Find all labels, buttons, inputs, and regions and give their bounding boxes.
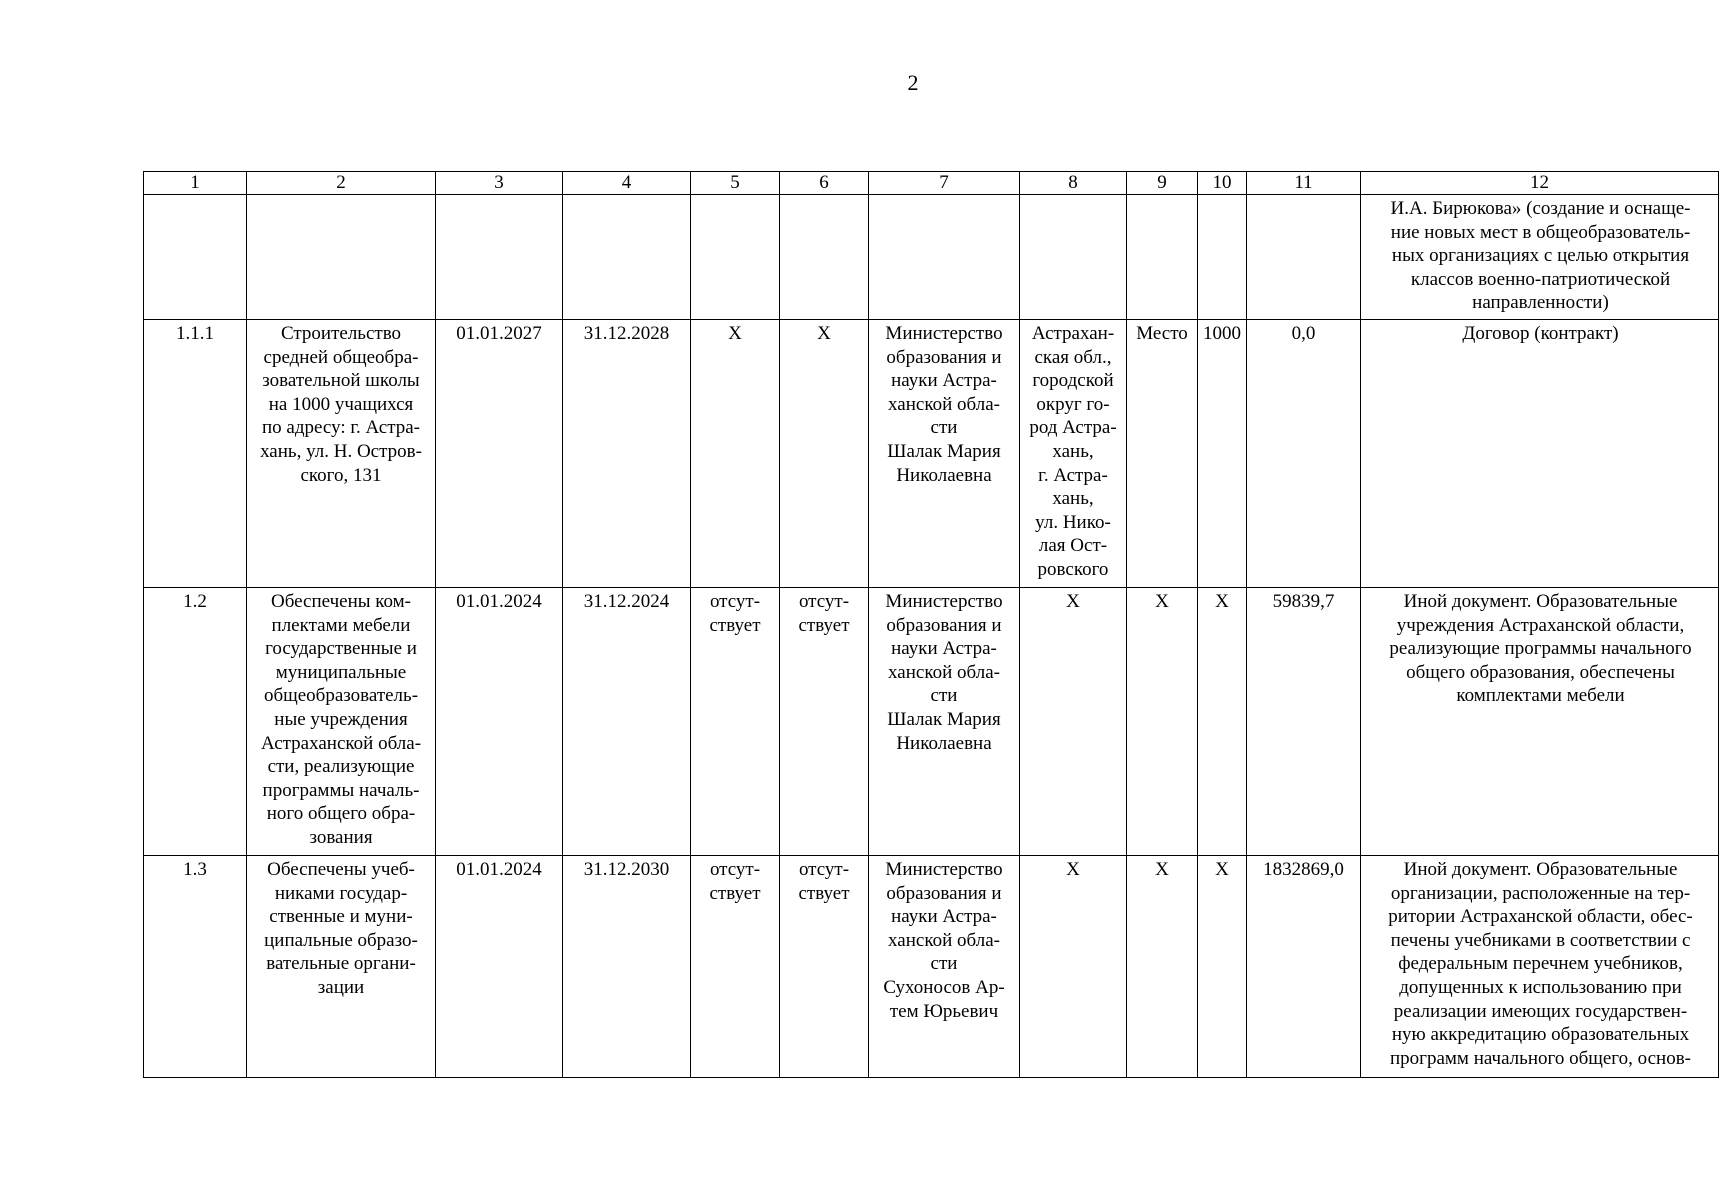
cell-responsible: Министерство образования и науки Астра- ханской обла- сти Шалак Мария Николаевна — [869, 320, 1020, 588]
column-number-header: 8 — [1020, 172, 1127, 195]
cell-amount: 0,0 — [1247, 320, 1361, 588]
table-row — [144, 588, 1719, 856]
cell-number: 1.3 — [144, 856, 247, 1078]
cell-quantity — [1198, 195, 1247, 320]
column-number-header: 1 — [144, 172, 247, 195]
cell-responsible: Министерство образования и науки Астра- ханской обла- сти Сухоносов Ар- тем Юрьевич — [869, 856, 1020, 1078]
cell-name: Строительство средней общеобра- зовательной школы на 1000 учащихся по адресу: г. Астра- хань, ул. Н. Остров- ского, 131 — [247, 320, 436, 588]
cell-number — [144, 195, 247, 320]
cell-col6: X — [780, 320, 869, 588]
column-number-header: 6 — [780, 172, 869, 195]
column-number-header: 4 — [563, 172, 691, 195]
cell-col6: отсут- ствует — [780, 856, 869, 1078]
cell-unit: Место — [1127, 320, 1198, 588]
cell-document: И.А. Бирюкова» (создание и оснаще- ние новых мест в общеобразователь- ных организациях с целью открытия классов военно-патриотической направленности) — [1361, 195, 1719, 320]
cell-col6 — [780, 195, 869, 320]
cell-location: Астрахан- ская обл., городской округ го- род Астра- хань, г. Астра- хань, ул. Нико- лая Ост- ровского — [1020, 320, 1127, 588]
column-number-header: 12 — [1361, 172, 1719, 195]
cell-unit — [1127, 195, 1198, 320]
program-table — [143, 171, 1719, 1078]
column-number-header: 9 — [1127, 172, 1198, 195]
cell-start-date: 01.01.2024 — [436, 588, 563, 856]
cell-end-date: 31.12.2030 — [563, 856, 691, 1078]
table-row — [144, 856, 1719, 1078]
cell-col5 — [691, 195, 780, 320]
column-number-header: 3 — [436, 172, 563, 195]
cell-name: Обеспечены ком- плектами мебели государственные и муниципальные общеобразователь- ные учреждения Астраханской обла- сти, реализующие программы началь- ного общего обра- зования — [247, 588, 436, 856]
cell-unit: X — [1127, 856, 1198, 1078]
cell-amount: 1832869,0 — [1247, 856, 1361, 1078]
column-number-header: 11 — [1247, 172, 1361, 195]
cell-end-date — [563, 195, 691, 320]
cell-start-date — [436, 195, 563, 320]
column-number-header: 5 — [691, 172, 780, 195]
cell-number: 1.1.1 — [144, 320, 247, 588]
table-row — [144, 320, 1719, 588]
cell-name: Обеспечены учеб- никами государ- ственные и муни- ципальные образо- вательные органи- зации — [247, 856, 436, 1078]
column-number-header: 2 — [247, 172, 436, 195]
cell-amount: 59839,7 — [1247, 588, 1361, 856]
cell-end-date: 31.12.2028 — [563, 320, 691, 588]
cell-end-date: 31.12.2024 — [563, 588, 691, 856]
cell-document: Иной документ. Образовательные организации, расположенные на тер- ритории Астраханской области, обес- печены учебниками в соответствии с федеральным перечнем учебников, допущенных к использованию при реализации имеющих государствен- ную аккредитацию образовательных программ начального общего, основ- — [1361, 856, 1719, 1078]
column-number-header: 7 — [869, 172, 1020, 195]
cell-quantity: 1000 — [1198, 320, 1247, 588]
cell-quantity: X — [1198, 856, 1247, 1078]
table-header-row — [144, 172, 1719, 195]
cell-amount — [1247, 195, 1361, 320]
cell-location — [1020, 195, 1127, 320]
cell-location: X — [1020, 588, 1127, 856]
cell-responsible: Министерство образования и науки Астра- ханской обла- сти Шалак Мария Николаевна — [869, 588, 1020, 856]
cell-start-date: 01.01.2027 — [436, 320, 563, 588]
cell-col5: отсут- ствует — [691, 856, 780, 1078]
cell-location: X — [1020, 856, 1127, 1078]
table-row — [144, 195, 1719, 320]
cell-number: 1.2 — [144, 588, 247, 856]
cell-start-date: 01.01.2024 — [436, 856, 563, 1078]
cell-document: Иной документ. Образовательные учреждения Астраханской области, реализующие программы начального общего образования, обеспечены комплектами мебели — [1361, 588, 1719, 856]
cell-responsible — [869, 195, 1020, 320]
cell-col6: отсут- ствует — [780, 588, 869, 856]
cell-col5: отсут- ствует — [691, 588, 780, 856]
cell-unit: X — [1127, 588, 1198, 856]
cell-quantity: X — [1198, 588, 1247, 856]
cell-document: Договор (контракт) — [1361, 320, 1719, 588]
column-number-header: 10 — [1198, 172, 1247, 195]
cell-name — [247, 195, 436, 320]
page-number: 2 — [907, 70, 919, 95]
cell-col5: X — [691, 320, 780, 588]
